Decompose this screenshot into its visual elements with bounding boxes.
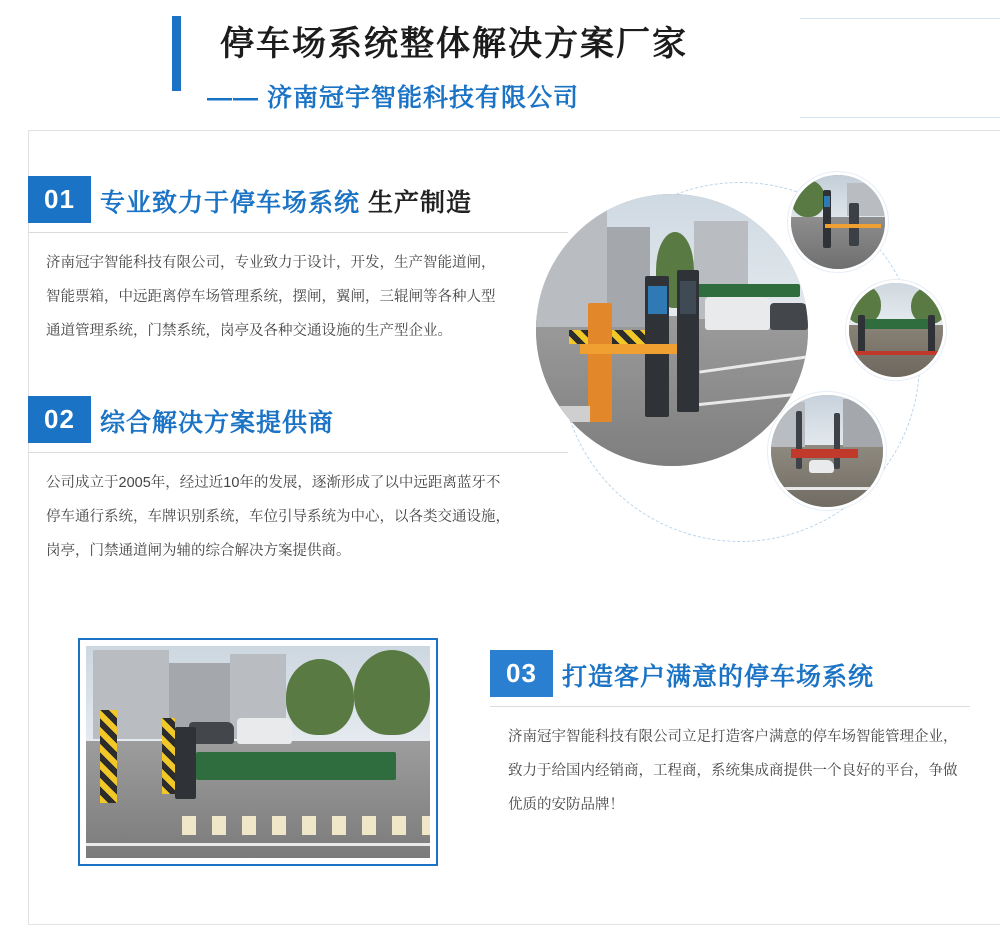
scene-plaza-entrance	[771, 395, 883, 507]
bottom-photo-frame	[78, 638, 438, 866]
section-number-02: 02	[28, 396, 91, 443]
section-body-03-line-2: 致力于给国内经销商，工程商，系统集成商提供一个良好的平台，争做	[508, 763, 958, 780]
header-decor-frame	[800, 18, 1000, 118]
banner-text-1-strip	[196, 752, 396, 780]
collage-main-photo	[536, 194, 808, 466]
section-number-01: 01	[28, 176, 91, 223]
section-number-03: 03	[490, 650, 553, 697]
section-title-01	[100, 183, 472, 219]
section-title-01-tail: 生产制造	[367, 189, 472, 217]
page-subtitle: —— 济南冠宇智能科技有限公司	[207, 84, 579, 112]
section-body-02-line-3: 岗亭，门禁通道闸为辅的综合解决方案提供商。	[46, 543, 351, 560]
section-body-02-line-2: 停车通行系统，车牌识别系统，车位引导系统为中心，以各类交通设施，	[46, 509, 510, 526]
section-rule-02	[28, 452, 568, 453]
section-body-03-line-3: 优质的安防品牌！	[508, 797, 624, 814]
page-header	[0, 0, 1000, 135]
header-accent-bar	[172, 16, 181, 91]
section-body-01-line-3	[46, 314, 546, 348]
scene-gate-post	[791, 175, 885, 269]
section-body-01-line-1: 济南冠宇智能科技有限公司，专业致力于设计，开发，生产智能道闸，	[46, 255, 496, 271]
section-body-01	[46, 246, 546, 348]
section-title-01-main: 专业致力于停车场系统	[100, 189, 361, 217]
section-rule-03	[490, 706, 970, 707]
collage-photo-1	[788, 172, 888, 272]
section-body-02	[46, 466, 546, 568]
section-rule-01	[28, 232, 568, 233]
section-body-03-line-1: 济南冠宇智能科技有限公司立足打造客户满意的停车场智能管理企业，	[508, 729, 958, 745]
photo-collage	[530, 162, 990, 562]
scene-community-gate	[849, 283, 943, 377]
section-title-02	[100, 403, 334, 439]
section-title-03	[562, 657, 874, 693]
section-body-01-line-3-text: 通道管理系统，门禁系统，岗亭及各种交通设施的生产型企业。	[46, 323, 452, 340]
section-body-03	[508, 720, 978, 822]
scene-parking-entrance	[536, 194, 808, 466]
section-title-03-main: 打造客户满意的停车场系统	[562, 663, 875, 691]
collage-photo-3	[768, 392, 886, 510]
collage-photo-2	[846, 280, 946, 380]
section-body-02-line-1: 公司成立于2005年，经过近10年的发展，逐渐形成了以中远距离蓝牙不	[46, 475, 501, 491]
bottom-photo	[86, 646, 430, 858]
page-title: 停车场系统整体解决方案厂家	[220, 25, 688, 63]
section-body-01-line-2: 智能票箱，中远距离停车场管理系统，摆闸，翼闸，三辊闸等各种人型	[46, 289, 496, 306]
banner-text-2-strip	[862, 319, 930, 329]
scene-ad-barrier-gate	[86, 646, 430, 858]
section-title-02-main: 综合解决方案提供商	[100, 409, 335, 437]
